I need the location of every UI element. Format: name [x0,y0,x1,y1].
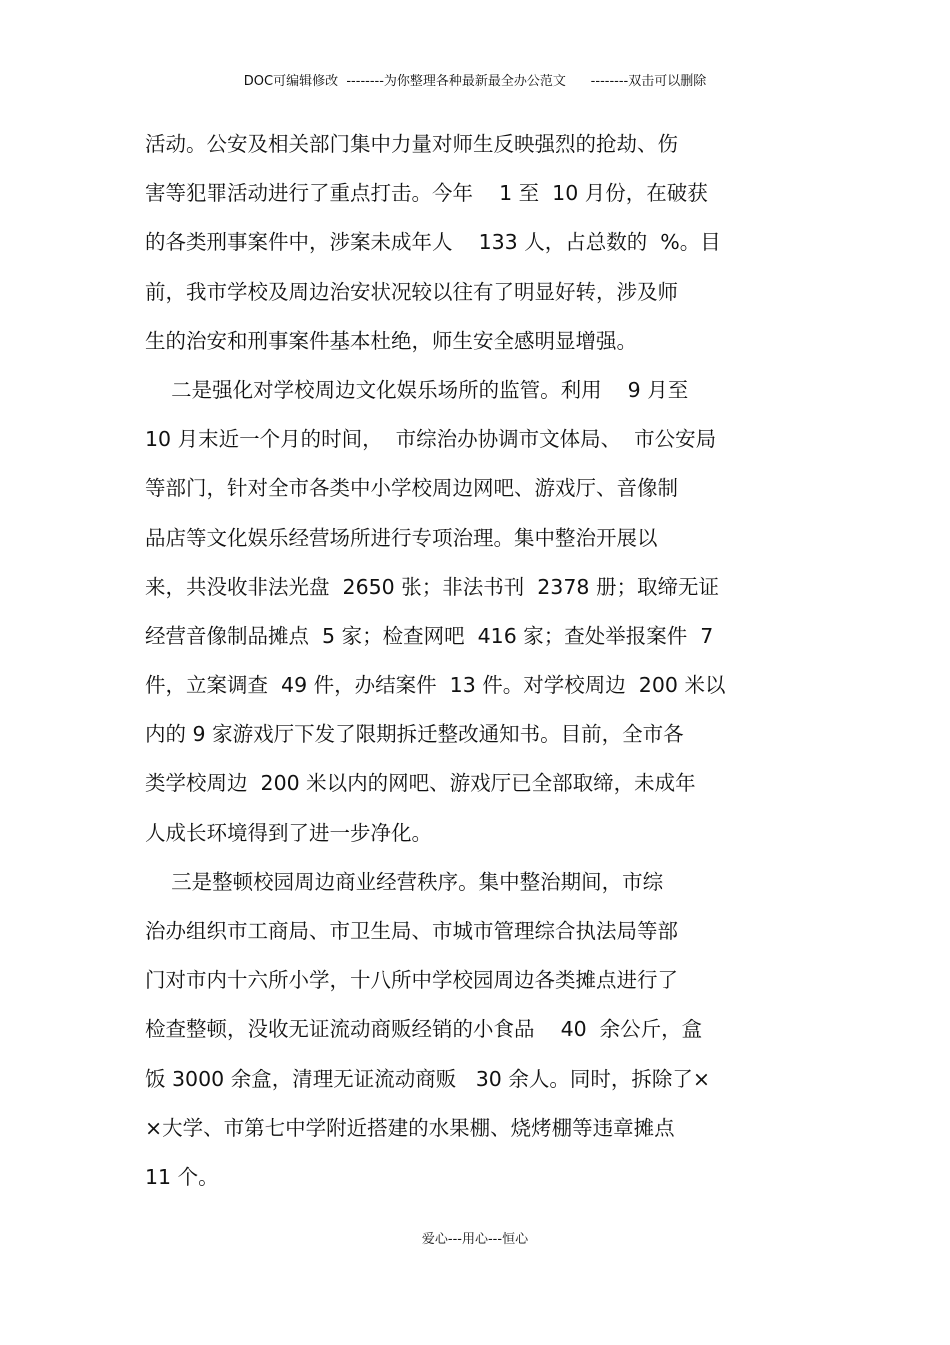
paragraph-line: 来，共没收非法光盘 2650 张；非法书刊 2378 册；取缔无证 [145,574,719,599]
paragraph-line: 等部门，针对全市各类中小学校周边网吧、游戏厅、音像制 [145,476,678,501]
paragraph-line: 前，我市学校及周边治安状况较以往有了明显好转，涉及师 [145,279,678,304]
paragraph-line: 人成长环境得到了进一步净化。 [145,820,432,845]
paragraph-line: 件，立案调查 49 件，办结案件 13 件。对学校周边 200 米以 [145,673,726,698]
page-header: DOC可编辑修改 --------为你整理各种最新最全办公范文 --------双击可以删除 [243,74,707,89]
paragraph-line: 类学校周边 200 米以内的网吧、游戏厅已全部取缔，未成年 [145,771,696,796]
paragraph-line: 11 个。 [145,1164,219,1189]
paragraph-line: 品店等文化娱乐经营场所进行专项治理。集中整治开展以 [145,525,658,550]
paragraph-line: 10 月末近一个月的时间， 市综治办协调市文体局、 市公安局 [145,427,717,452]
paragraph-line: 三是整顿校园周边商业经营秩序。集中整治期间，市综 [145,869,664,894]
document-body [145,120,815,1202]
paragraph-line: 生的治安和刑事案件基本杜绝，师生安全感明显增强。 [145,328,637,353]
paragraph-line: 的各类刑事案件中，涉案未成年人 133 人，占总数的 %。目 [145,230,721,255]
paragraph-line: 检查整顿，没收无证流动商贩经销的小食品 40 余公斤，盒 [145,1017,703,1042]
paragraph-line: 治办组织市工商局、市卫生局、市城市管理综合执法局等部 [145,919,678,943]
paragraph-line: 害等犯罪活动进行了重点打击。今年 1 至 10 月份，在破获 [145,181,708,206]
paragraph-line: 门对市内十六所小学，十八所中学校园周边各类摊点进行了 [145,968,678,993]
paragraph-line: 饭 3000 余盒，清理无证流动商贩 30 余人。同时，拆除了× [145,1066,711,1091]
paragraph-line: 经营音像制品摊点 5 家；检查网吧 416 家；查处举报案件 7 [145,623,714,648]
page-footer: 爱心---用心---恒心 [421,1232,529,1247]
paragraph-line: 活动。公安及相关部门集中力量对师生反映强烈的抢劫、伤 [145,132,678,156]
paragraph-line: 二是强化对学校周边文化娱乐场所的监管。利用 9 月至 [145,377,689,402]
paragraph-line: ×大学、市第七中学附近搭建的水果棚、烧烤棚等违章摊点 [145,1115,675,1140]
paragraph-line: 内的 9 家游戏厅下发了限期拆迁整改通知书。目前，全市各 [145,722,684,747]
